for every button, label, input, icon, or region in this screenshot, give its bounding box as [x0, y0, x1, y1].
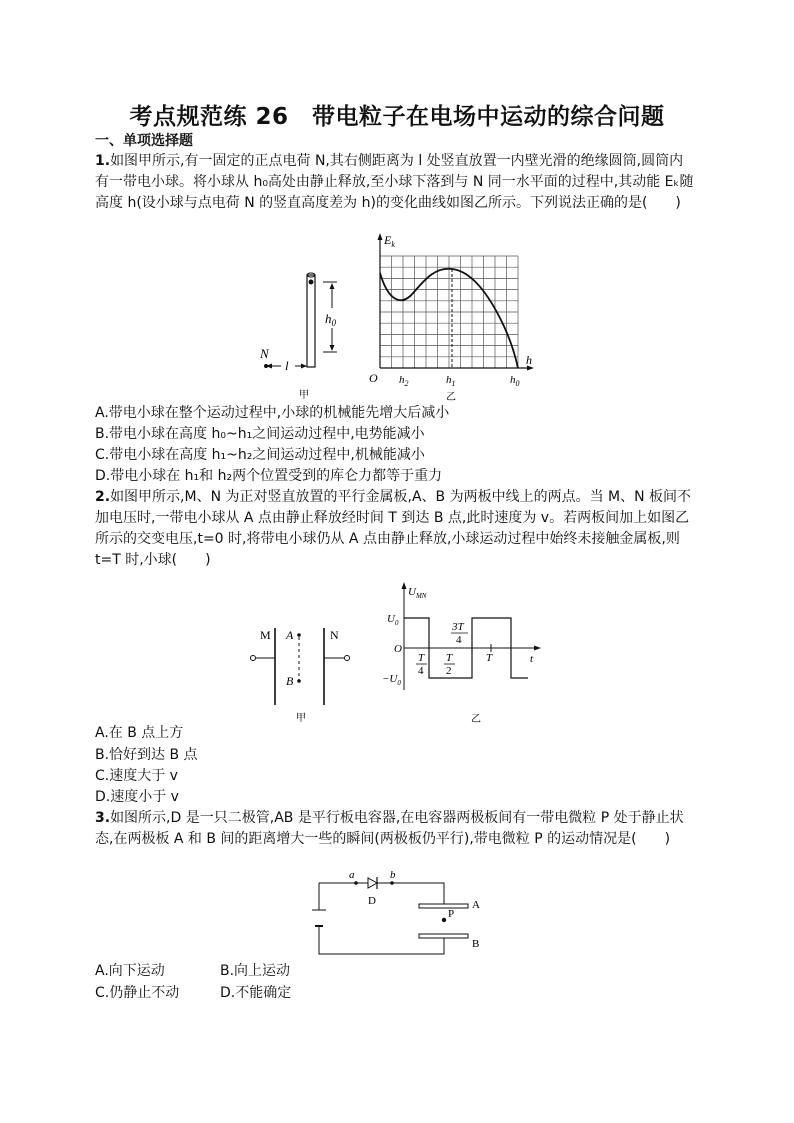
plate-n-label: N — [330, 628, 339, 642]
frac-t2-den: 2 — [446, 665, 452, 677]
question-stem: 如图甲所示,M、N 为正对竖直放置的平行金属板,A、B 为两板中线上的两点。当 M、N 板间不加电压时,一带电小球从 A 点由静止释放经时间 T 到达 B 点,此时速度为 v。若两板间加上如图乙所示的交变电压,t=0 时,将带电小球仍从 A 点由静止释放,小球运动过程中始终未接触金属板,则 t=T 时,小球( ) — [95, 489, 692, 568]
question-2 — [95, 487, 695, 571]
x-axis-label: h — [526, 353, 532, 367]
plate-a — [419, 904, 468, 908]
plate-a-label: A — [472, 899, 480, 911]
frac-t4-den: 4 — [418, 665, 424, 677]
arrow-head — [534, 646, 541, 651]
origin-label: O — [369, 371, 378, 385]
q3-option-d[interactable]: D.不能确定 — [220, 985, 292, 1001]
tick-h2: $h_2$ — [399, 374, 409, 388]
point-a — [297, 633, 301, 637]
q1-option-b[interactable]: B.带电小球在高度 h₀~h₁之间运动过程中,电势能减小 — [95, 426, 425, 442]
arrow-head — [330, 345, 335, 351]
l-label: l — [285, 358, 289, 373]
figure-caption: 甲 — [296, 713, 306, 724]
node-b-label: b — [390, 869, 396, 881]
figure-caption: 乙 — [471, 714, 481, 725]
question-number: 1. — [95, 153, 111, 169]
tick-h0: $h_0$ — [510, 374, 520, 388]
charge-label: N — [260, 346, 269, 361]
section-title: 一、单项选择题 — [95, 133, 193, 149]
charged-ball — [309, 280, 314, 285]
figure-caption: 乙 — [446, 392, 456, 403]
plate-b-label: B — [472, 938, 480, 950]
q3-option-c[interactable]: C.仍静止不动 — [95, 985, 180, 1001]
particle-p — [442, 918, 446, 922]
point-b-label: B — [286, 674, 294, 688]
arrow-head — [330, 283, 335, 289]
q3-option-a[interactable]: A.向下运动 — [95, 963, 165, 979]
frac-t2-num: T — [446, 652, 453, 664]
plate-b — [419, 934, 468, 938]
diode-symbol — [368, 878, 377, 888]
u0-label: $U_0$ — [387, 613, 399, 627]
q2-figure-b — [378, 582, 553, 727]
question-stem: 如图甲所示,有一固定的正点电荷 N,其右侧距离为 l 处竖直放置一内壁光滑的绝缘圆筒,圆筒内有一带电小球。将小球从 h₀高处由静止释放,至小球下落到与 N 同一水平面的过程中,其动能 Eₖ随高度 h(设小球与点电荷 N 的竖直高度差为 h)的变化曲线如图乙所示。下列说法正确的是( ) — [95, 153, 694, 211]
q2-option-b[interactable]: B.恰好到达 B 点 — [95, 747, 198, 763]
question-number: 2. — [95, 489, 111, 505]
arrow-head — [402, 582, 407, 589]
neg-u0-label: $-U_0$ — [382, 673, 401, 687]
origin-label: O — [394, 643, 402, 655]
q1-option-c[interactable]: C.带电小球在高度 h₁~h₂之间运动过程中,机械能减小 — [95, 447, 425, 463]
question-stem: 如图所示,D 是一只二极管,AB 是平行板电容器,在电容器两极板间有一带电微粒 P 处于静止状态,在两极板 A 和 B 间的距离增大一些的瞬间(两极板仍平行),带电微粒 P 的运动情况是( ) — [95, 810, 684, 847]
node-a-label: a — [349, 869, 355, 881]
terminal-m — [251, 656, 256, 661]
point-b — [297, 679, 301, 683]
plate-m-label: M — [260, 628, 271, 642]
t-axis-label: t — [530, 653, 534, 665]
arrow-head — [301, 364, 307, 369]
q2-option-a[interactable]: A.在 B 点上方 — [95, 725, 184, 741]
frac-t4-num: T — [418, 652, 425, 664]
q2-figure-a — [248, 625, 358, 725]
insulating-tube — [307, 275, 315, 367]
q1-figure-a — [255, 270, 355, 405]
side-wire — [319, 883, 444, 954]
question-1 — [95, 151, 695, 214]
frac-3t4-den: 4 — [456, 634, 462, 646]
page-title: 考点规范练 26 带电粒子在电场中运动的综合问题 — [129, 104, 665, 130]
q1-option-d[interactable]: D.带电小球在 h₁和 h₂两个位置受到的库仑力都等于重力 — [95, 468, 443, 484]
top-wire — [319, 883, 444, 905]
arrow-head — [378, 233, 383, 240]
diode-label: D — [368, 895, 376, 907]
frac-3t4-num: 3T — [452, 621, 464, 633]
figure-caption: 甲 — [299, 390, 309, 401]
q1-figure-b — [366, 230, 541, 410]
q1-option-a[interactable]: A.带电小球在整个运动过程中,小球的机械能先增大后减小 — [95, 405, 450, 421]
q2-option-d[interactable]: D.速度小于 v — [95, 789, 179, 805]
particle-label: P — [448, 908, 455, 920]
q3-circuit — [306, 866, 496, 966]
q3-option-b[interactable]: B.向上运动 — [220, 963, 291, 979]
point-a-label: A — [286, 628, 294, 642]
y-axis-label: $E_k$ — [384, 233, 395, 249]
tick-h1: $h_1$ — [446, 374, 456, 388]
q2-option-c[interactable]: C.速度大于 v — [95, 768, 178, 784]
question-3 — [95, 808, 695, 850]
t-label: T — [486, 652, 493, 664]
question-number: 3. — [95, 810, 111, 826]
terminal-n — [345, 656, 350, 661]
h0-label: $h_0$ — [325, 311, 336, 328]
y-axis-label: $U_{MN}$ — [408, 586, 427, 600]
